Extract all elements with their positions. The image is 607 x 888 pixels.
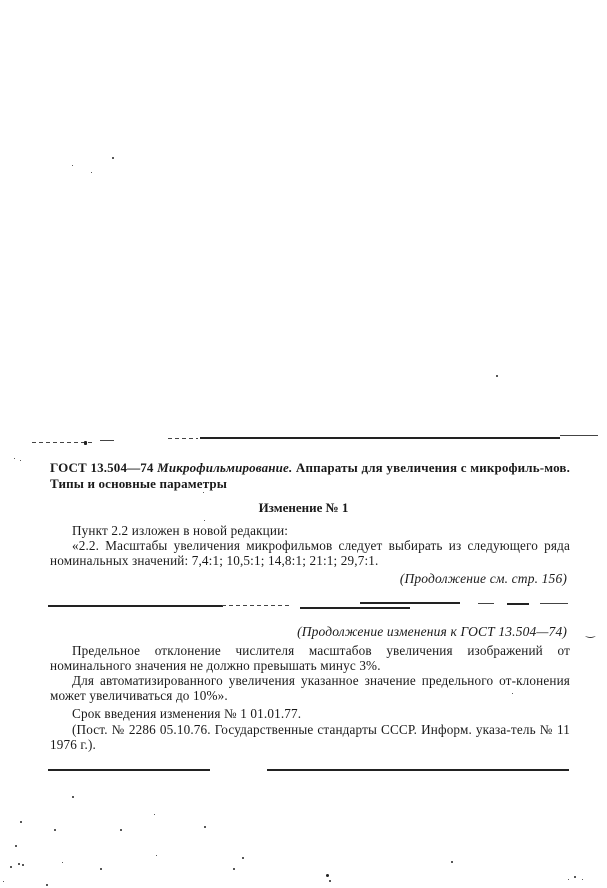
rule-bottom-left [48,769,210,771]
continuation-heading: (Продолжение изменения к ГОСТ 13.504—74) [297,624,567,639]
automated-paragraph: Для автоматизированного увеличения указанное значение предельного от-клонения может увеличиваться до 10%». [50,673,570,704]
scan-speck [203,492,204,493]
section1-intro: Пункт 2.2 изложен в новой редакции: [72,523,289,538]
title-subject: Микрофильмирование. [157,460,293,475]
scan-speck [62,862,63,863]
rule-bottom-right [267,769,569,771]
scan-speck [72,796,74,798]
rule-middle-right [360,602,460,604]
scan-mark [84,441,87,445]
rule-middle-center [300,607,410,609]
scan-speck [22,864,24,866]
scan-speck [54,829,56,831]
scan-speck [496,375,498,377]
scan-speck [326,874,329,877]
continued-note: (Продолжение см. стр. 156) [399,571,567,586]
scan-speck [329,880,331,882]
scan-speck [46,884,48,886]
rule-top-right [560,435,598,436]
section1-clause: «2.2. Масштабы увеличения микрофильмов следует выбирать из следующего ряда номинальных значений: 7,4:1; 10,5:1; 14,8:1; 21:1; 29,7:1. [50,538,570,569]
scan-speck [112,157,114,159]
rule-middle-frag [478,603,494,604]
scan-speck [91,172,92,173]
scan-speck [568,879,569,880]
amendment-heading: Изменение № 1 [258,500,349,515]
scan-speck [156,855,157,856]
scan-speck [582,879,583,880]
title-standard-number: ГОСТ 13.504—74 [50,460,158,475]
scan-speck [233,868,235,870]
scan-speck [100,868,102,870]
scan-speck [18,863,20,865]
scan-speck [20,821,22,823]
rule-middle-dashed [222,605,292,606]
scan-speck [154,814,155,815]
title-description: Аппараты для увеличения с микрофиль-мов. Типы и основные параметры [50,460,570,491]
document-title [50,460,570,492]
rule-middle-left [48,605,223,607]
scan-speck [10,866,12,868]
scan-speck [14,458,15,459]
rule-top [200,437,560,439]
scan-speck [204,520,205,521]
scan-speck [120,829,122,831]
scan-speck [574,876,576,878]
rule-top-mid-dashed [168,438,198,439]
rule-middle-end [507,603,529,605]
scan-mark-arrow: ‿ [586,626,595,638]
scan-speck [242,857,244,859]
scan-speck [204,826,206,828]
deviation-paragraph: Предельное отклонение числителя масштабов увеличения изображений от номинального значения не должно превышать минус 3%. [50,643,570,674]
rule-top-left-dashed [32,442,92,443]
decree-reference: (Пост. № 2286 05.10.76. Государственные стандарты СССР. Информ. указа-тель № 11 1976 г.). [50,722,570,753]
effective-date: Срок введения изменения № 1 01.01.77. [72,706,302,721]
scan-speck [20,460,21,461]
scan-speck [72,165,73,166]
rule-middle-end2 [540,603,568,604]
scan-speck [3,881,4,882]
rule-top-fragment [100,440,114,441]
scan-speck [451,861,453,863]
scan-speck [15,845,17,847]
